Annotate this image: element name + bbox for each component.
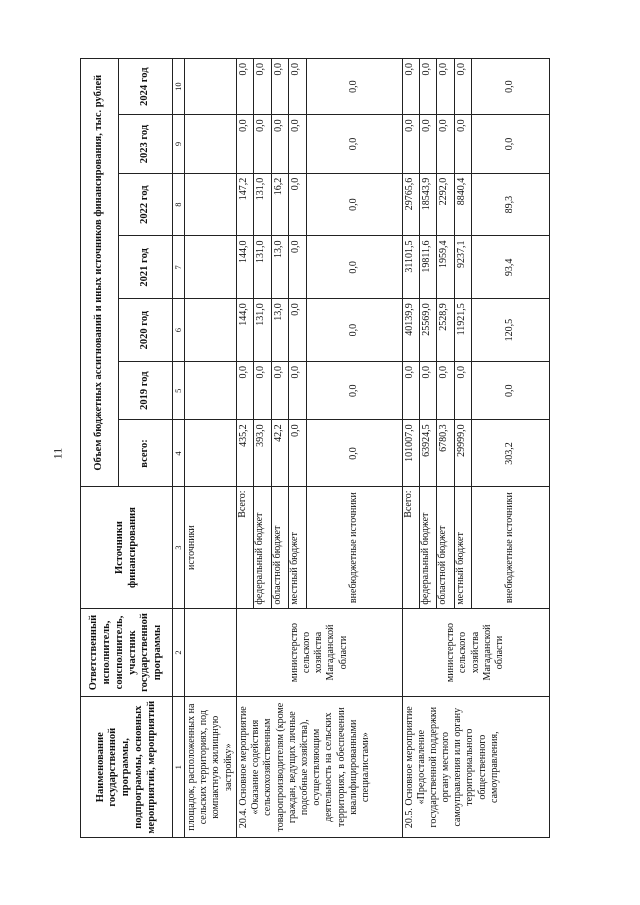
value-cell: 0,0: [472, 59, 550, 115]
value-cell: 0,0: [306, 420, 402, 487]
value-cell: 393,0: [254, 420, 271, 487]
value-cell: 0,0: [306, 115, 402, 173]
value-cell: 0,0: [402, 59, 419, 115]
value-cell: 0,0: [437, 115, 454, 173]
header-responsible: Ответственный исполнитель, соисполнитель, участник государственной программы: [81, 608, 173, 697]
col-number: 7: [173, 236, 185, 299]
header-year-2024: 2024 год: [119, 59, 173, 115]
value-cell: 101007,0: [402, 420, 419, 487]
col-number: 9: [173, 115, 185, 173]
value-cell: 435,2: [237, 420, 254, 487]
source-label: областной бюджет: [437, 487, 454, 608]
value-cell: 144,0: [237, 236, 254, 299]
funding-table: [80, 58, 550, 838]
header-volume-group: Объем бюджетных ассигнований и иных источников финансирования, тыс. рублей: [81, 59, 119, 487]
col-number: 3: [173, 487, 185, 608]
row-20-4-total: [237, 59, 254, 838]
continuation-name: площадок, расположенных на сельских территориях, под компактную жилищную застройку»: [185, 697, 237, 838]
value-cell: 89,3: [472, 173, 550, 236]
source-label: местный бюджет: [289, 487, 306, 608]
source-label: федеральный бюджет: [419, 487, 436, 608]
page-number: 11: [50, 447, 65, 460]
header-year-2023: 2023 год: [119, 115, 173, 173]
value-cell: 147,2: [237, 173, 254, 236]
source-label: Всего:: [237, 487, 254, 608]
rotated-table-wrapper: [80, 58, 550, 838]
measure-20-4-name: 20.4. Основное мероприятие «Оказание содействия сельскохозяйственным товаропроизводителям (кроме граждан, ведущих личные подсобные хозяйства), осуществляющим деятельность на сельских территориях, в обеспечении квалифицированными специалистами»: [237, 697, 403, 838]
value-cell: 131,0: [254, 236, 271, 299]
col-number: 1: [173, 697, 185, 838]
header-sources: Источники финансирования: [81, 487, 173, 608]
header-year-2022: 2022 год: [119, 173, 173, 236]
value-cell: 29999,0: [454, 420, 471, 487]
header-year-2019: 2019 год: [119, 361, 173, 419]
value-cell: 0,0: [437, 361, 454, 419]
value-cell: 0,0: [289, 361, 306, 419]
value-cell: 2292,0: [437, 173, 454, 236]
value-cell: 0,0: [419, 115, 436, 173]
value-cell: 0,0: [289, 299, 306, 362]
value-cell: 63924,5: [419, 420, 436, 487]
value-cell: 0,0: [402, 115, 419, 173]
value-cell: 0,0: [306, 361, 402, 419]
header-year-2020: 2020 год: [119, 299, 173, 362]
value-cell: 0,0: [306, 299, 402, 362]
source-label: областной бюджет: [271, 487, 288, 608]
value-cell: 144,0: [237, 299, 254, 362]
value-cell: 2528,9: [437, 299, 454, 362]
source-label: Всего:: [402, 487, 419, 608]
value-cell: 0,0: [306, 173, 402, 236]
value-cell: 16,2: [271, 173, 288, 236]
value-cell: 13,0: [271, 299, 288, 362]
value-cell: 13,0: [271, 236, 288, 299]
col-number: 10: [173, 59, 185, 115]
continuation-responsible: [185, 608, 237, 697]
value-cell: 0,0: [237, 115, 254, 173]
value-cell: 131,0: [254, 173, 271, 236]
value-cell: 303,2: [472, 420, 550, 487]
value-cell: 0,0: [437, 59, 454, 115]
col-number: 2: [173, 608, 185, 697]
value-cell: 0,0: [289, 420, 306, 487]
value-cell: 0,0: [289, 59, 306, 115]
value-cell: 0,0: [254, 115, 271, 173]
header-name: Наименование государственной программы, подпрограммы, основных мероприятий, мероприятий: [81, 697, 173, 838]
value-cell: 9237,1: [454, 236, 471, 299]
value-cell: 0,0: [271, 115, 288, 173]
col-number: 5: [173, 361, 185, 419]
measure-20-5-responsible: министерство сельского хозяйства Магаданской области: [402, 608, 550, 697]
source-label: внебюджетные источники: [472, 487, 550, 608]
value-cell: 0,0: [237, 361, 254, 419]
value-cell: 1959,4: [437, 236, 454, 299]
value-cell: 0,0: [271, 59, 288, 115]
header-year-2021: 2021 год: [119, 236, 173, 299]
value-cell: 0,0: [289, 173, 306, 236]
value-cell: 18543,9: [419, 173, 436, 236]
value-cell: 0,0: [237, 59, 254, 115]
value-cell: 8840,4: [454, 173, 471, 236]
value-cell: 0,0: [289, 115, 306, 173]
value-cell: 0,0: [472, 361, 550, 419]
value-cell: 0,0: [271, 361, 288, 419]
value-cell: 0,0: [289, 236, 306, 299]
value-cell: 0,0: [472, 115, 550, 173]
value-cell: 0,0: [254, 59, 271, 115]
measure-20-5-name: 20.5. Основное мероприятие «Предоставление государственной поддержки органу местного самоуправления или органу территориального общественного самоуправления,: [402, 697, 550, 838]
value-cell: 0,0: [454, 361, 471, 419]
continuation-source: источники: [185, 487, 237, 608]
value-cell: 93,4: [472, 236, 550, 299]
value-cell: 0,0: [402, 361, 419, 419]
value-cell: 6780,3: [437, 420, 454, 487]
value-cell: 0,0: [254, 361, 271, 419]
col-number: 4: [173, 420, 185, 487]
value-cell: 120,5: [472, 299, 550, 362]
header-total: всего:: [119, 420, 173, 487]
source-label: федеральный бюджет: [254, 487, 271, 608]
row-20-5-total: [402, 59, 419, 838]
value-cell: 0,0: [454, 115, 471, 173]
value-cell: 42,2: [271, 420, 288, 487]
value-cell: 0,0: [306, 236, 402, 299]
col-number: 6: [173, 299, 185, 362]
continuation-row: [185, 59, 237, 838]
value-cell: 40139,9: [402, 299, 419, 362]
value-cell: 0,0: [306, 59, 402, 115]
value-cell: 25569,0: [419, 299, 436, 362]
source-label: местный бюджет: [454, 487, 471, 608]
value-cell: 131,0: [254, 299, 271, 362]
value-cell: 0,0: [419, 361, 436, 419]
value-cell: 31101,5: [402, 236, 419, 299]
value-cell: 0,0: [454, 59, 471, 115]
value-cell: 0,0: [419, 59, 436, 115]
source-label: внебюджетные источники: [306, 487, 402, 608]
value-cell: 29765,6: [402, 173, 419, 236]
measure-20-4-responsible: министерство сельского хозяйства Магаданской области: [237, 608, 403, 697]
col-number: 8: [173, 173, 185, 236]
value-cell: 11921,5: [454, 299, 471, 362]
column-number-row: [173, 59, 185, 838]
value-cell: 19811,6: [419, 236, 436, 299]
